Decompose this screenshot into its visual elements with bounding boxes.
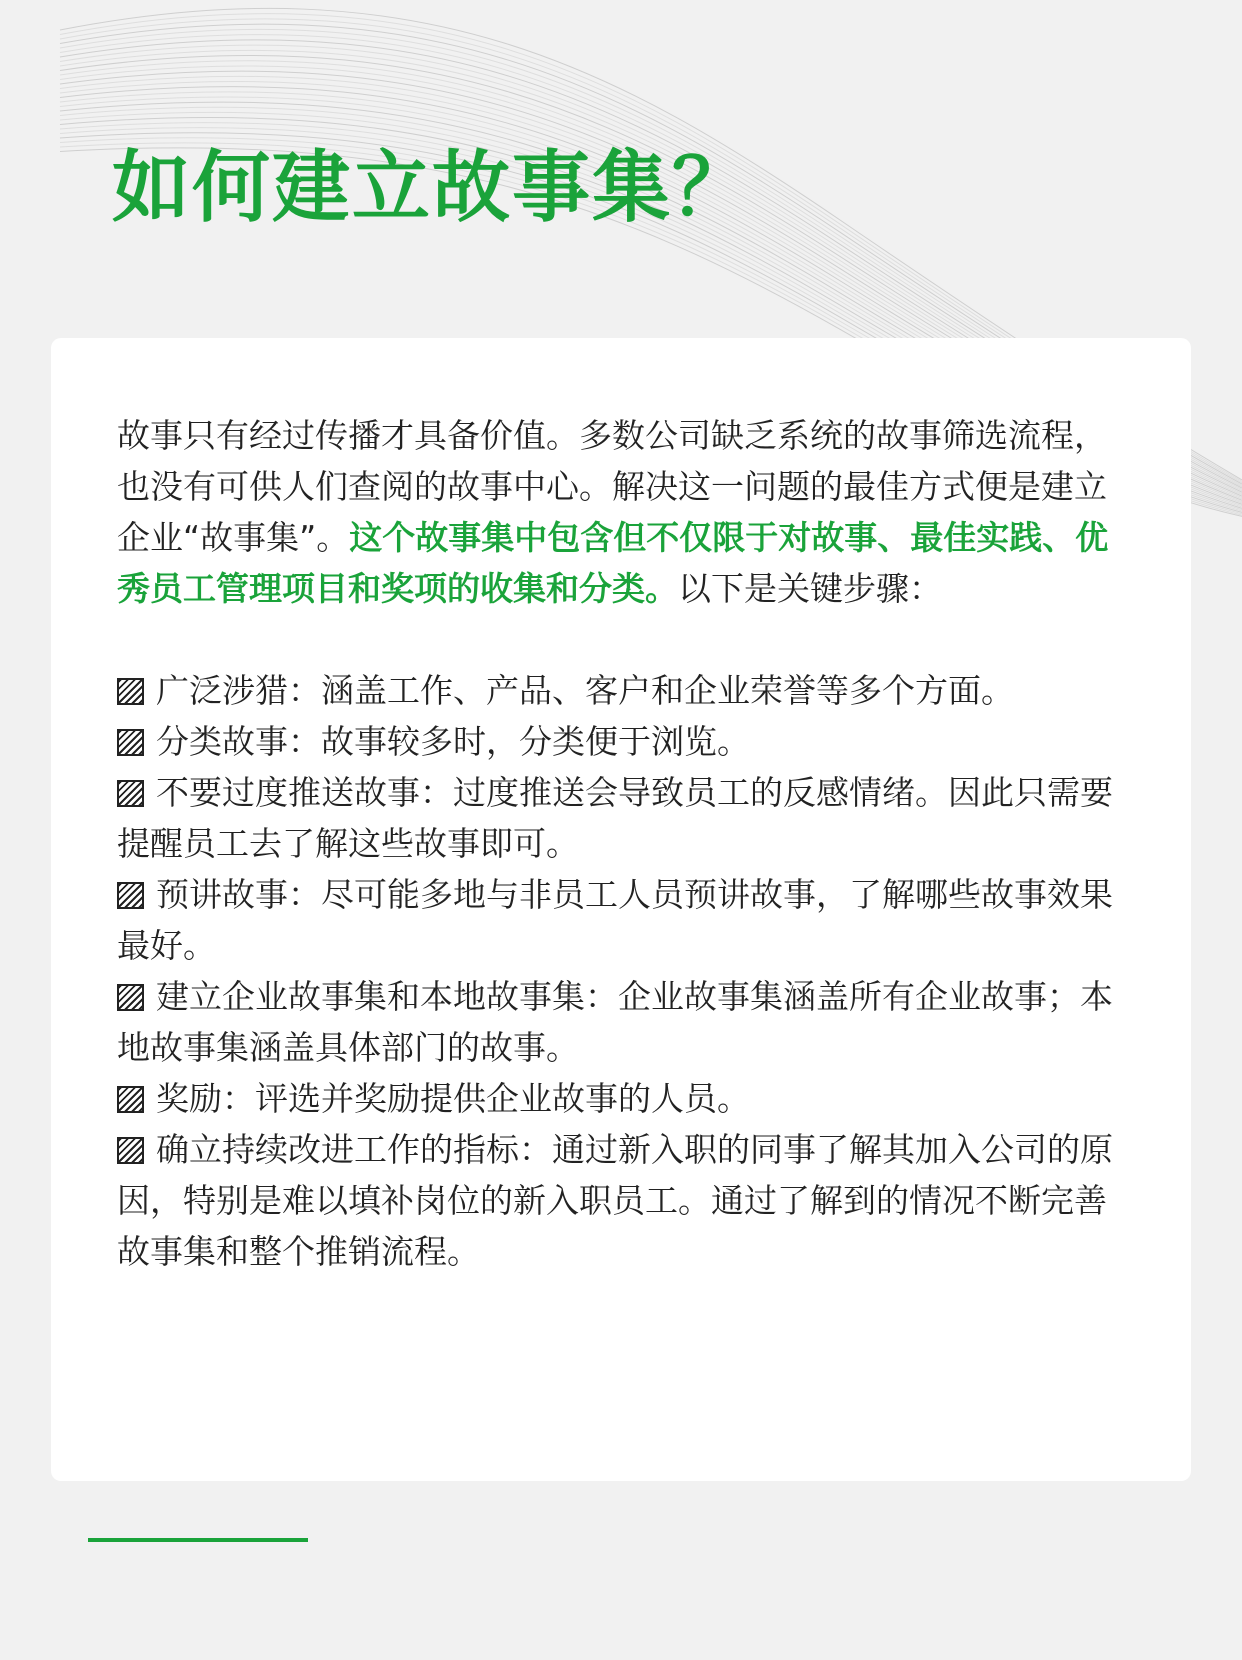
list-item-text: 奖励：评选并奖励提供企业故事的人员。: [156, 1079, 750, 1118]
list-item: [117, 971, 1127, 1073]
list-item: [117, 1073, 1127, 1124]
hatched-square-icon: [117, 1086, 144, 1113]
intro-paragraph: [117, 410, 1127, 614]
list-item: [117, 767, 1127, 869]
list-item-text: 确立持续改进工作的指标：通过新入职的同事了解其加入公司的原因，特别是难以填补岗位的新入职员工。通过了解到的情况不断完善故事集和整个推销流程。: [117, 1130, 1113, 1271]
list-item: [117, 1124, 1127, 1277]
list-item: [117, 716, 1127, 767]
intro-text: 故事只有经过传播才具备价值。多数公司缺乏系统的故事筛选流程，也没有可供人们查阅的故事中心。解决这一问题的最佳方式便是建立企业“故事集”。: [117, 416, 1107, 557]
list-item-text: 预讲故事：尽可能多地与非员工人员预讲故事，了解哪些故事效果最好。: [117, 875, 1113, 965]
list-item: [117, 665, 1127, 716]
list-item-text: 不要过度推送故事：过度推送会导致员工的反感情绪。因此只需要提醒员工去了解这些故事即可。: [117, 773, 1113, 863]
intro-text-end: 以下是关键步骤：: [678, 569, 942, 608]
steps-list: [117, 665, 1127, 1277]
list-item: [117, 869, 1127, 971]
hatched-square-icon: [117, 780, 144, 807]
hatched-square-icon: [117, 678, 144, 705]
hatched-square-icon: [117, 882, 144, 909]
page-title: 如何建立故事集？: [112, 143, 753, 233]
accent-underline: [88, 1538, 308, 1542]
list-item-text: 广泛涉猎：涵盖工作、产品、客户和企业荣誉等多个方面。: [156, 671, 1014, 710]
list-item-text: 分类故事：故事较多时，分类便于浏览。: [156, 722, 750, 761]
article-body: [117, 410, 1127, 1277]
intro-highlight: 这个故事集中包含但不仅限于对故事、最佳实践、优秀员工管理项目和奖项的收集和分类。: [117, 518, 1109, 608]
hatched-square-icon: [117, 1137, 144, 1164]
hatched-square-icon: [117, 729, 144, 756]
hatched-square-icon: [117, 984, 144, 1011]
list-item-text: 建立企业故事集和本地故事集：企业故事集涵盖所有企业故事；本地故事集涵盖具体部门的故事。: [117, 977, 1113, 1067]
